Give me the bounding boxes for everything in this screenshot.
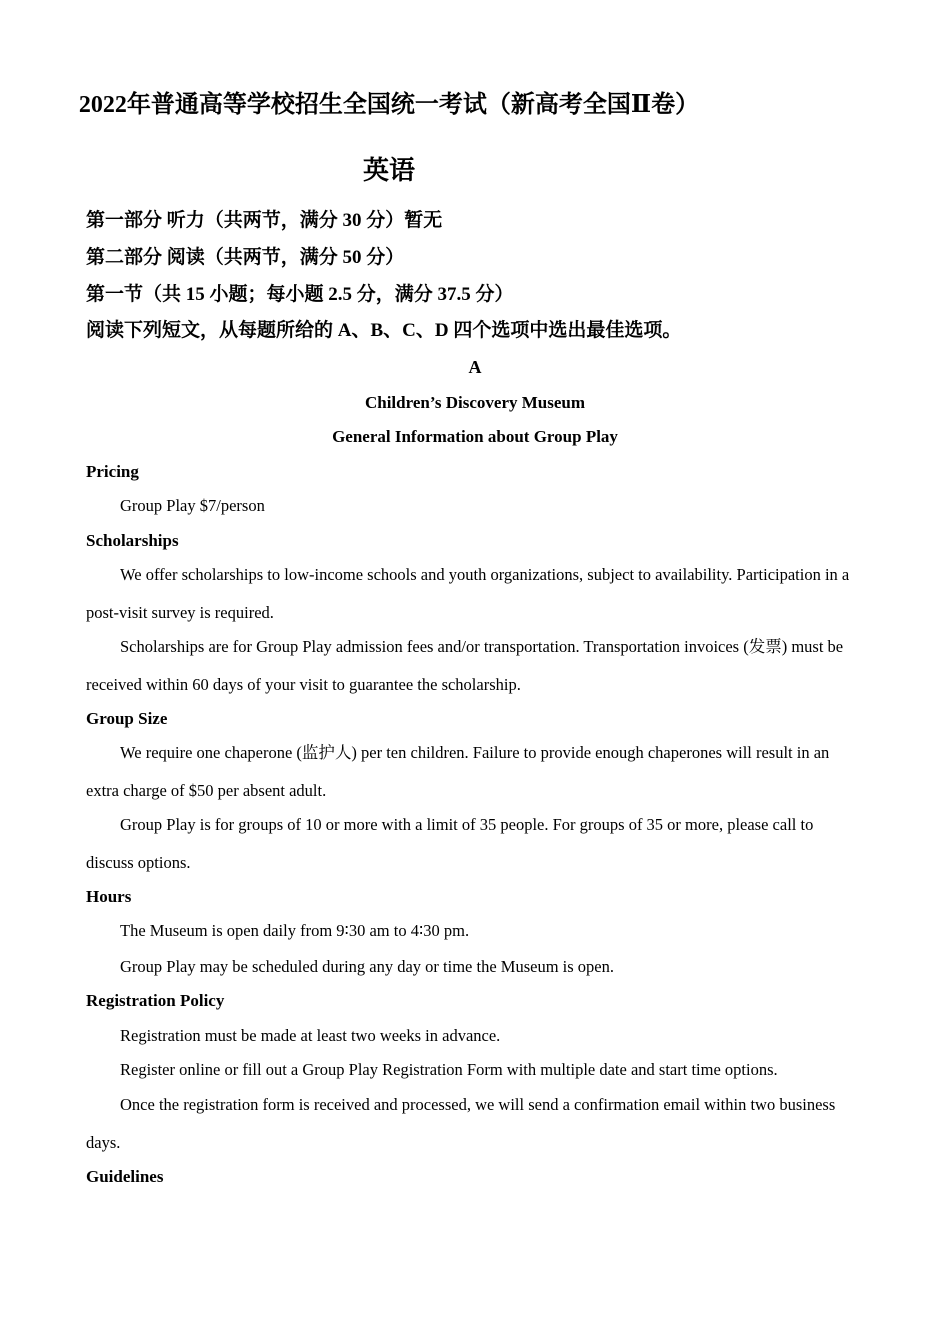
- pricing-heading: Pricing: [86, 462, 139, 481]
- exam-title: 2022年普通高等学校招生全国统一考试（新高考全国Ⅱ卷）: [78, 92, 700, 118]
- registration-paragraph-1: Registration must be made at least two weeks in advance.: [120, 1026, 501, 1045]
- registration-heading: Registration Policy: [86, 991, 225, 1010]
- registration-paragraph-2: Register online or fill out a Group Play Registration Form with multiple date and start time options.: [120, 1060, 778, 1079]
- scholarships-paragraph-1-line-2: post-visit survey is required.: [86, 603, 274, 622]
- group-size-paragraph-1-line-2: extra charge of $50 per absent adult.: [86, 781, 327, 800]
- group-size-heading: Group Size: [86, 709, 168, 728]
- hours-heading: Hours: [86, 887, 132, 906]
- hours-paragraph-1: The Museum is open daily from 9∶30 am to 4∶30 pm.: [120, 921, 470, 940]
- passage-title: Children’s Discovery Museum: [364, 393, 586, 412]
- passage-subtitle: General Information about Group Play: [332, 427, 618, 446]
- scholarships-heading: Scholarships: [86, 531, 179, 550]
- scholarships-paragraph-2-line-1: Scholarships are for Group Play admission fees and/or transportation. Transportation invoices (发票) must be: [120, 637, 844, 656]
- hours-paragraph-2: Group Play may be scheduled during any day or time the Museum is open.: [120, 957, 614, 976]
- reading-instruction: 阅读下列短文，从每题所给的 A、B、C、D 四个选项中选出最佳选项。: [86, 320, 682, 341]
- guidelines-heading: Guidelines: [86, 1167, 164, 1186]
- passage-label: A: [468, 357, 482, 377]
- scholarships-paragraph-1-line-1: We offer scholarships to low-income schools and youth organizations, subject to availability. Participation in a: [120, 565, 850, 584]
- pricing-text: Group Play $7/person: [120, 496, 265, 515]
- group-size-paragraph-2-line-2: discuss options.: [86, 853, 191, 872]
- scholarships-paragraph-2-line-2: received within 60 days of your visit to guarantee the scholarship.: [86, 675, 521, 694]
- part-one-heading: 第一部分 听力（共两节，满分 30 分）暂无: [86, 210, 443, 231]
- group-size-paragraph-1-line-1: We require one chaperone (监护人) per ten children. Failure to provide enough chaperones will result in an: [120, 743, 830, 762]
- registration-paragraph-3-line-1: Once the registration form is received and processed, we will send a confirmation email within two business: [120, 1095, 836, 1114]
- group-size-paragraph-2-line-1: Group Play is for groups of 10 or more with a limit of 35 people. For groups of 35 or more, please call to: [120, 815, 814, 834]
- section-one-heading: 第一节（共 15 小题；每小题 2.5 分，满分 37.5 分）: [86, 284, 514, 305]
- subject-title: 英语: [362, 156, 415, 185]
- registration-paragraph-3-line-2: days.: [86, 1133, 121, 1152]
- part-two-heading: 第二部分 阅读（共两节，满分 50 分）: [86, 247, 405, 268]
